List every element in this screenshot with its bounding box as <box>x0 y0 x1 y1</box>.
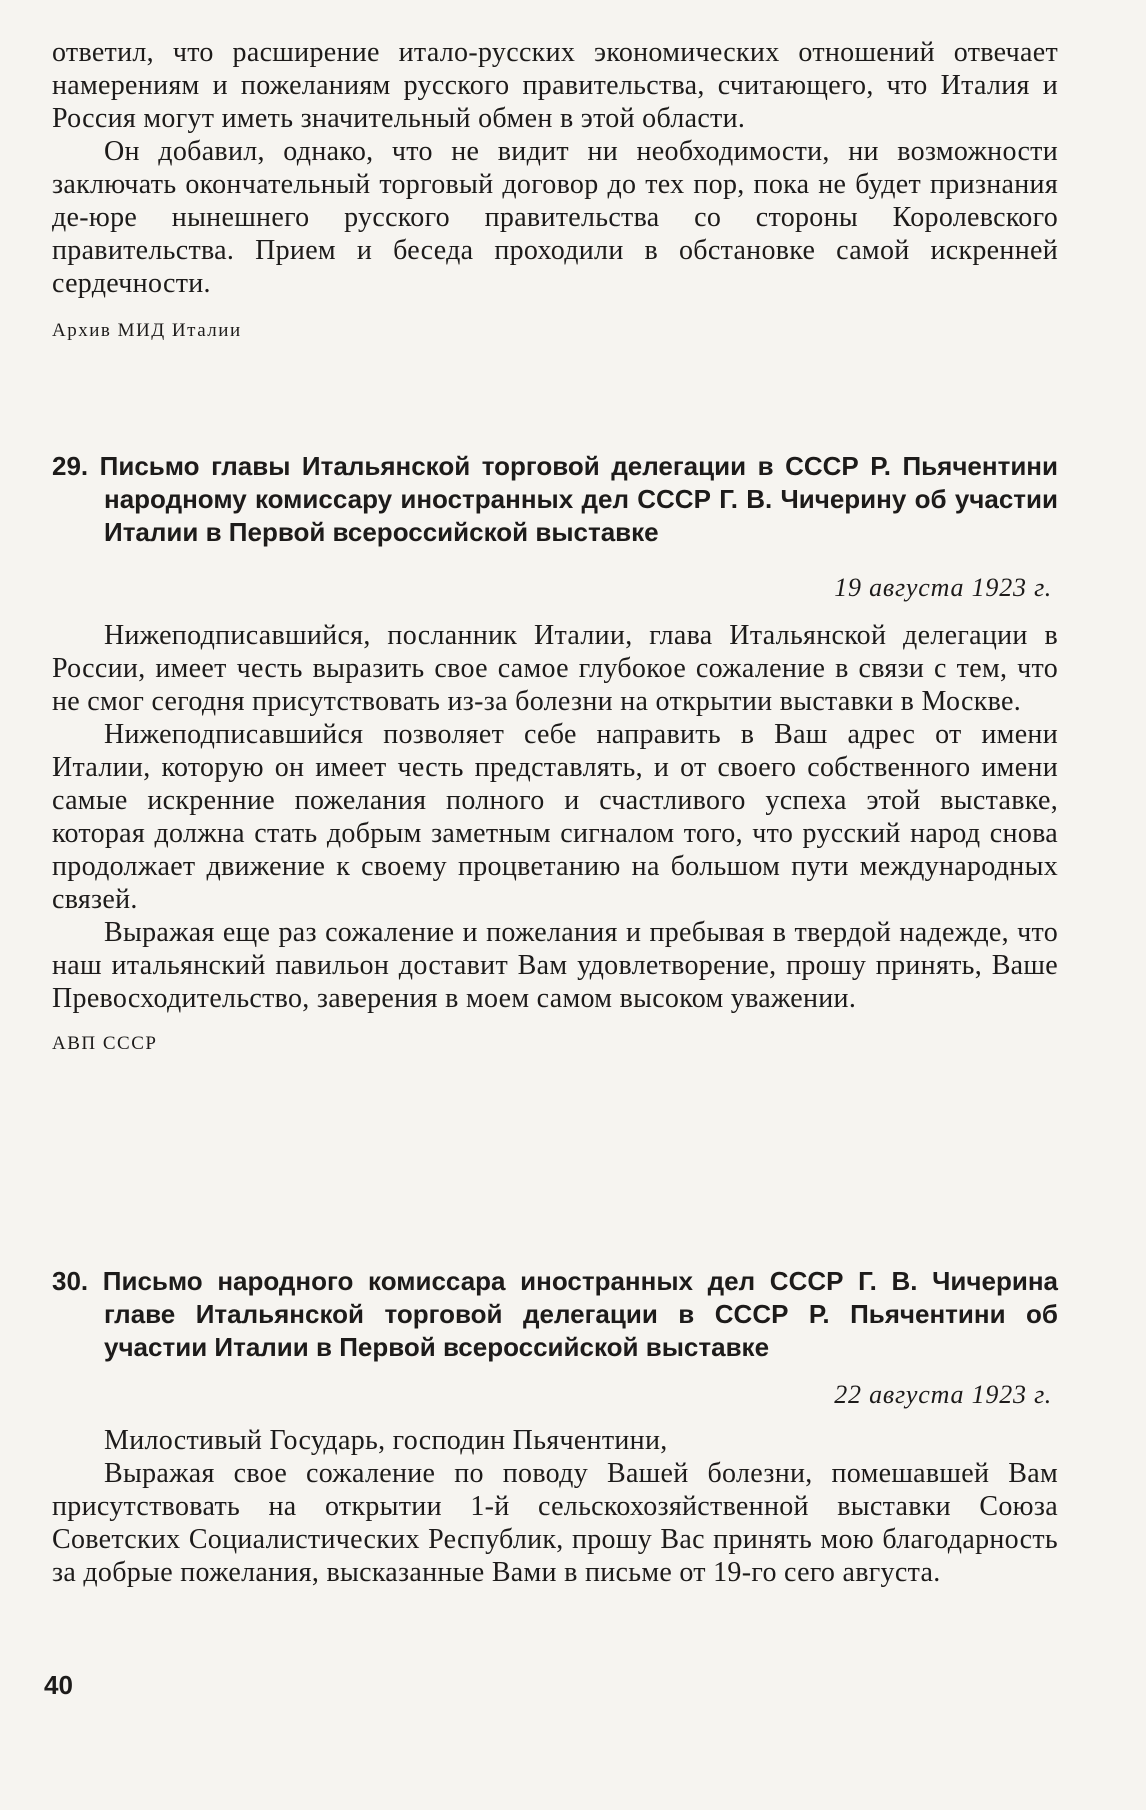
archive-source: АВП СССР <box>52 1033 158 1054</box>
document-heading: 30. Письмо народного комиссара иностранных дел СССР Г. В. Чичерина главе Итальянской торговой делегации в СССР Р. Пьячентини об участии Италии в Первой всероссийской выставке <box>52 1266 1058 1362</box>
salutation: Милостивый Государь, господин Пьячентини, <box>104 1425 668 1456</box>
document-30 <box>52 1265 1058 1589</box>
paragraph: Выражая еще раз сожаление и пожелания и пребывая в твердой надежде, что наш итальянский павильон доставит Вам удовлетворение, прошу принять, Ваше Превосходительство, заверения в моем самом высоком уважении. <box>52 917 1058 1014</box>
document-date: 19 августа 1923 г. <box>834 573 1052 602</box>
document-29 <box>52 450 1058 1055</box>
document-heading: 29. Письмо главы Итальянской торговой делегации в СССР Р. Пьячентини народному комиссару иностранных дел СССР Г. В. Чичерину об участии Италии в Первой всероссийской выставке <box>52 451 1058 547</box>
top-section <box>52 36 1058 342</box>
paragraph: Нижеподписавшийся позволяет себе направить в Ваш адрес от имени Италии, которую он имеет честь представлять, и от своего собственного имени самые искренние пожелания полного и счастливого успеха этой выставке, которая должна стать добрым заметным сигналом того, что русский народ снова продолжает движение к своему процветанию на большом пути международных связей. <box>52 719 1058 915</box>
archive-source: Архив МИД Италии <box>52 320 242 341</box>
paragraph: Нижеподписавшийся, посланник Италии, глава Итальянской делегации в России, имеет честь выразить свое самое глубокое сожаление в связи с тем, что не смог сегодня присутствовать из-за болезни на открытии выставки в Москве. <box>52 620 1058 717</box>
page-number: 40 <box>44 1670 73 1700</box>
paragraph: Выражая свое сожаление по поводу Вашей болезни, помешавшей Вам присутствовать на открытии 1-й сельскохозяйственной выставки Союза Советских Социалистических Республик, прошу Вас принять мою благодарность за добрые пожелания, высказанные Вами в письме от 19-го сего августа. <box>52 1458 1058 1588</box>
document-date: 22 августа 1923 г. <box>834 1380 1052 1409</box>
paragraph: ответил, что расширение итало-русских экономических отношений отвечает намерениям и пожеланиям русского правительства, считающего, что Италия и Россия могут иметь значительный обмен в этой области. <box>52 37 1058 134</box>
paragraph: Он добавил, однако, что не видит ни необходимости, ни возможности заключать окончательный торговый договор до тех пор, пока не будет признания де-юре нынешнего русского правительства со стороны Королевского правительства. Прием и беседа проходили в обстановке самой искренней сердечности. <box>52 136 1058 299</box>
